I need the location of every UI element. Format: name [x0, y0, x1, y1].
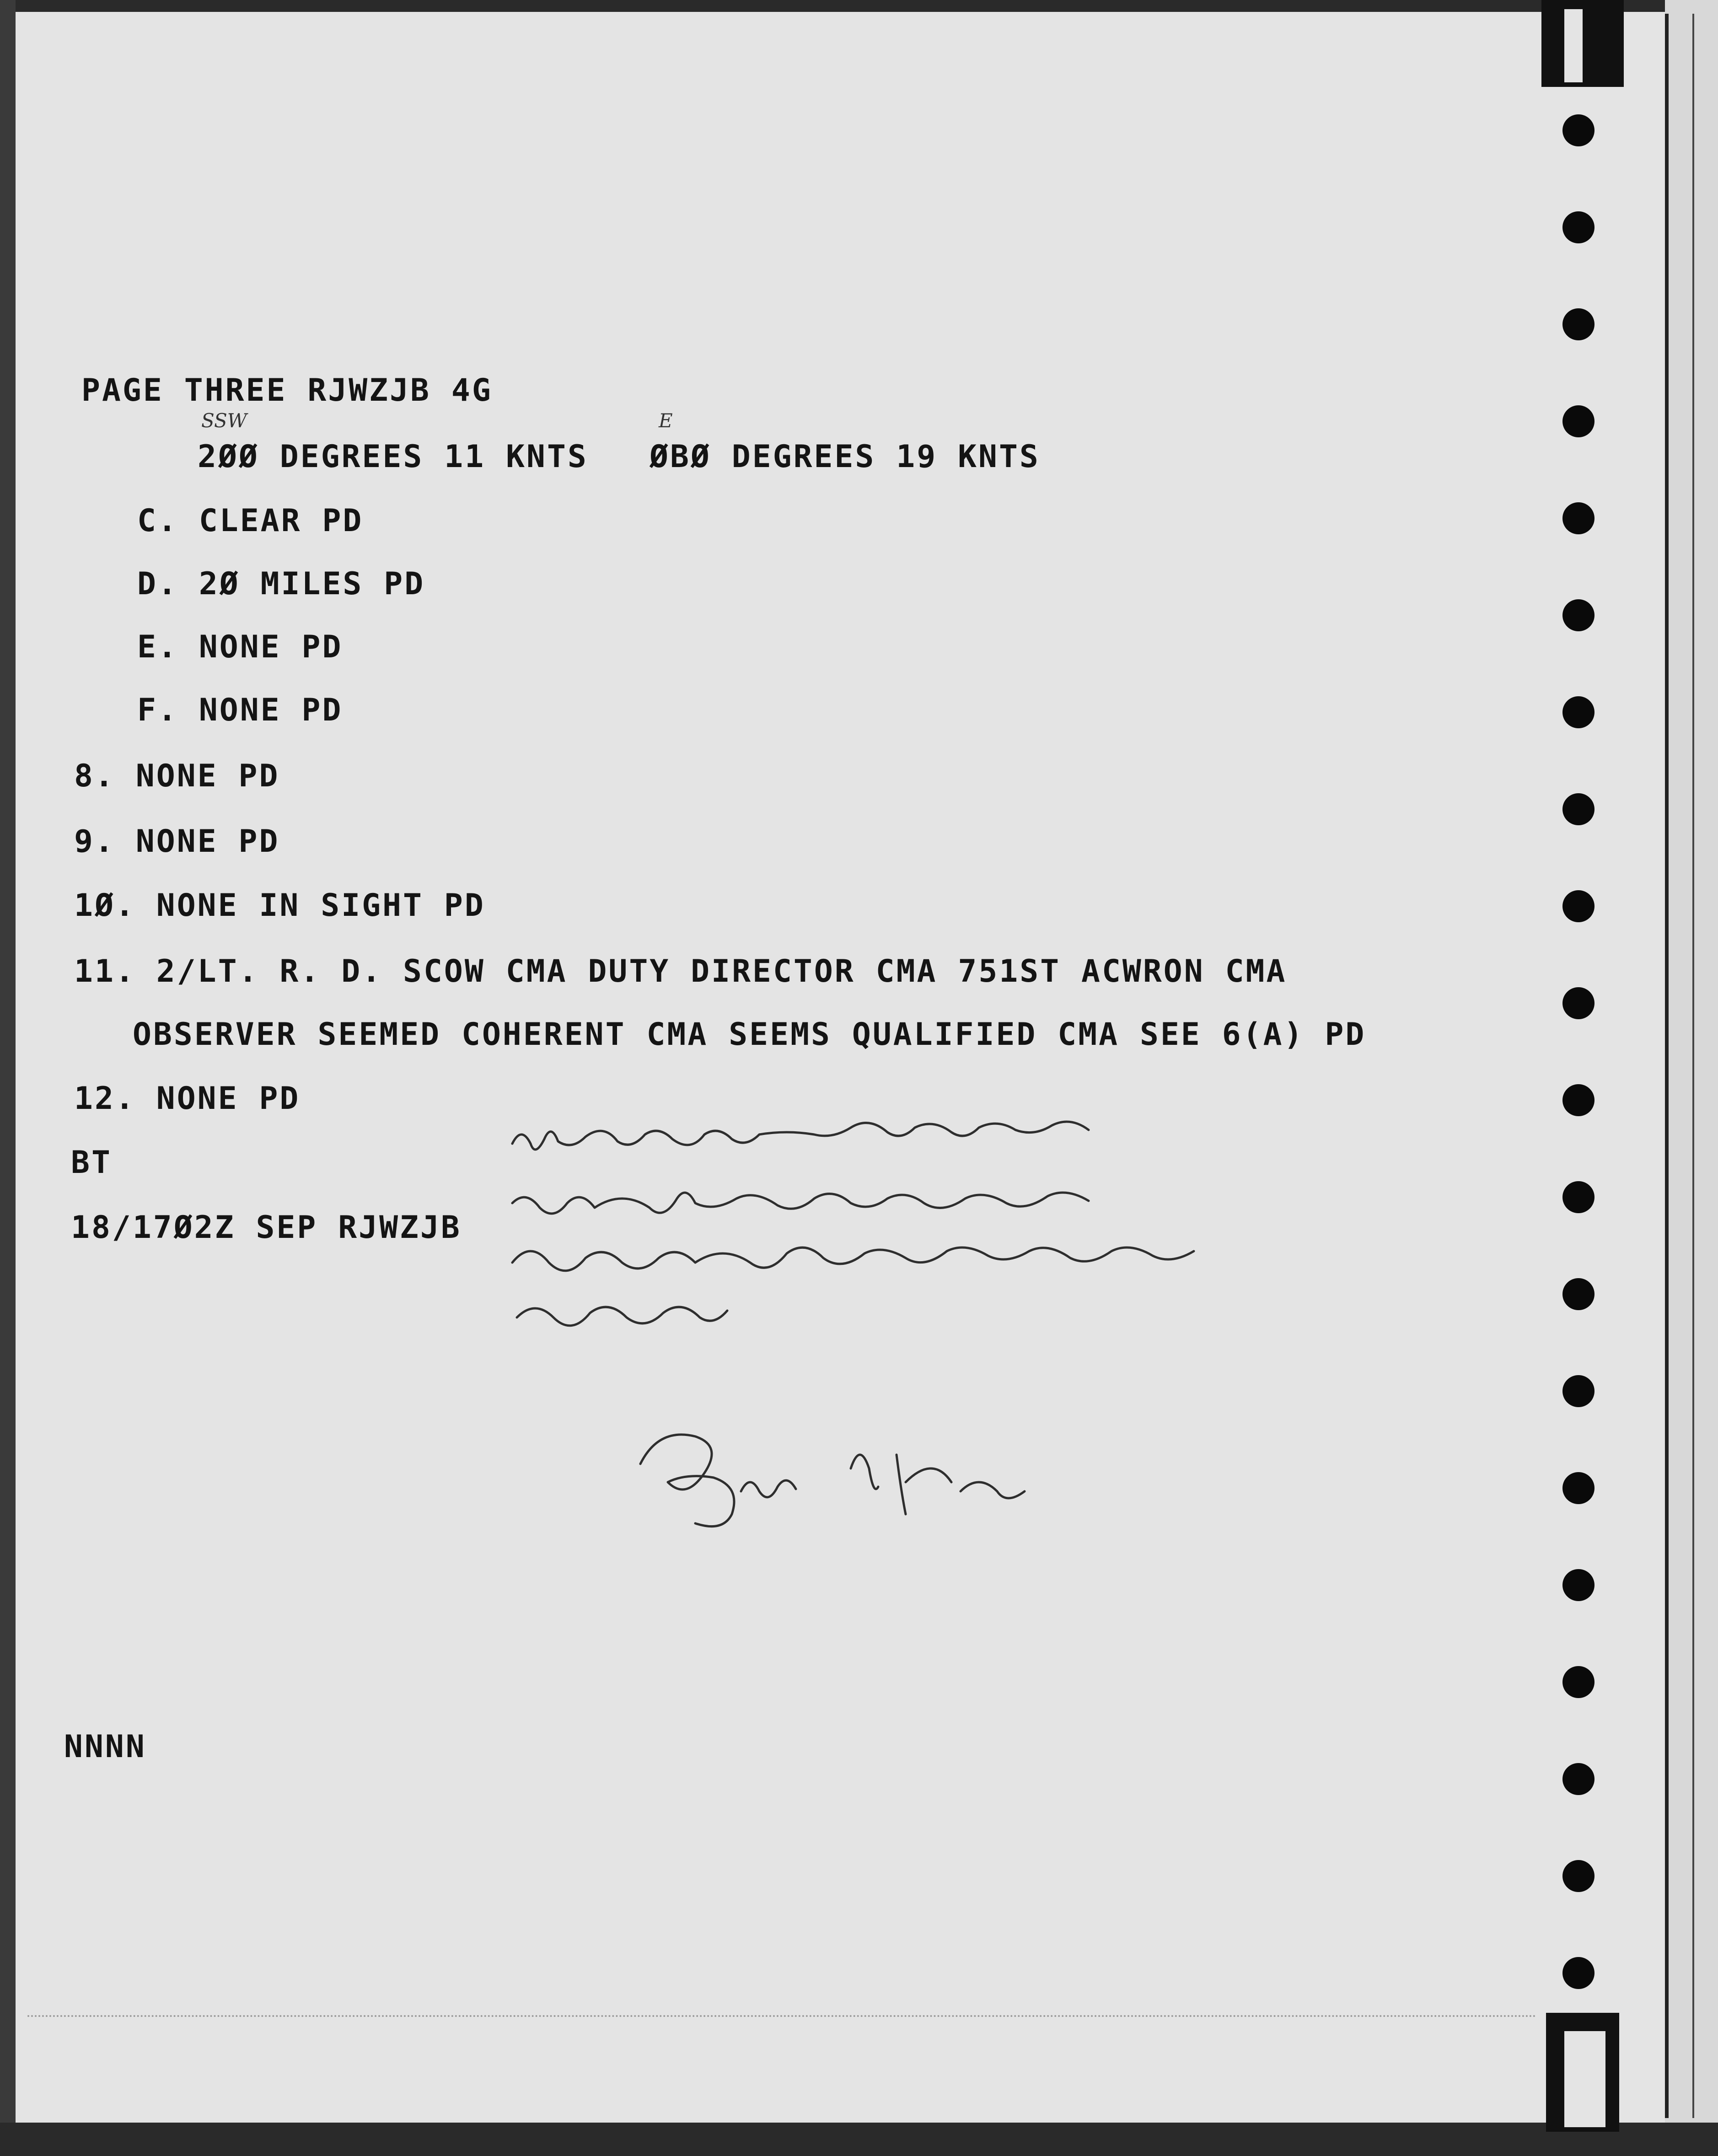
page-header: PAGE THREE RJWZJB 4G [81, 372, 493, 409]
sprocket-hole [1562, 696, 1595, 728]
item-12: 12. NONE PD [74, 1081, 301, 1117]
item-10: 1Ø. NONE IN SIGHT PD [74, 887, 485, 924]
wind-reading-1: 2ØØ DEGREES 11 KNTS [198, 439, 588, 475]
sprocket-hole [1562, 987, 1595, 1019]
binding-tab-top-gap [1564, 9, 1583, 82]
item-d: D. 2Ø MILES PD [137, 566, 425, 602]
break-bt: BT [71, 1145, 112, 1181]
sprocket-hole [1562, 1181, 1595, 1213]
end-of-message: NNNN [64, 1729, 146, 1765]
wind-reading-2: ØBØ DEGREES 19 KNTS [650, 439, 1040, 475]
sprocket-hole [1562, 1860, 1595, 1892]
sprocket-holes [1562, 114, 1595, 1990]
item-e: E. NONE PD [137, 629, 343, 665]
scan-edge-right [1665, 0, 1718, 2156]
sprocket-hole [1562, 1957, 1595, 1989]
scan-edge-top [0, 0, 1718, 12]
sprocket-hole [1562, 1084, 1595, 1116]
binding-tab-top [1541, 0, 1624, 87]
scan-edge-left [0, 0, 16, 2156]
sprocket-hole [1562, 599, 1595, 631]
item-11-line-1: 11. 2/LT. R. D. SCOW CMA DUTY DIRECTOR CMA 751ST ACWRON CMA [74, 953, 1287, 989]
sprocket-hole [1562, 405, 1595, 437]
margin-rule [1665, 14, 1669, 2118]
sprocket-hole [1562, 793, 1595, 825]
handwritten-e: E [659, 409, 673, 432]
page-divider [27, 2015, 1537, 2017]
date-time-group: 18/17Ø2Z SEP RJWZJB [71, 1210, 462, 1246]
sprocket-hole [1562, 1569, 1595, 1601]
sprocket-hole [1562, 308, 1595, 340]
sprocket-hole [1562, 1375, 1595, 1407]
item-11-line-2: OBSERVER SEEMED COHERENT CMA SEEMS QUALIFIED CMA SEE 6(A) PD [133, 1016, 1366, 1053]
sprocket-hole [1562, 211, 1595, 243]
item-9: 9. NONE PD [74, 823, 280, 860]
item-8: 8. NONE PD [74, 758, 280, 794]
item-f: F. NONE PD [137, 692, 343, 728]
binding-tab-bottom-gap [1564, 2031, 1605, 2127]
sprocket-hole [1562, 1763, 1595, 1795]
handwritten-ssw: SSW [201, 409, 247, 432]
sprocket-hole [1562, 1472, 1595, 1504]
item-c: C. CLEAR PD [137, 503, 364, 539]
scan-edge-bottom [0, 2123, 1718, 2156]
margin-rule-outer [1692, 14, 1694, 2118]
sprocket-hole [1562, 1278, 1595, 1310]
sprocket-hole [1562, 114, 1595, 146]
sprocket-hole [1562, 1666, 1595, 1698]
sprocket-hole [1562, 890, 1595, 922]
handwritten-annotation [503, 1116, 1509, 1665]
sprocket-hole [1562, 502, 1595, 534]
